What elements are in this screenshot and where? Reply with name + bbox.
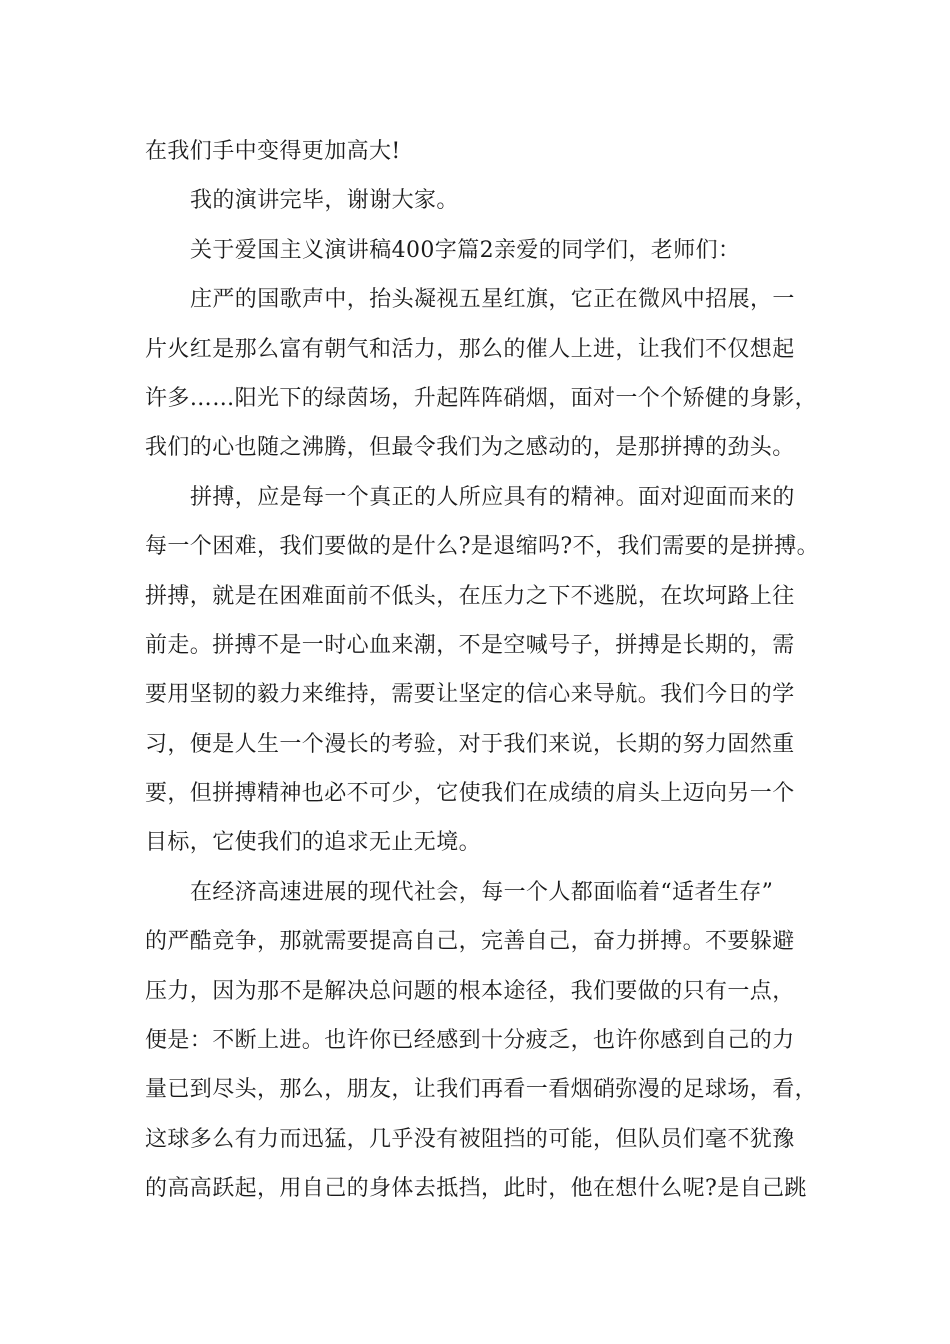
text-line: 关于爱国主义演讲稿400字篇2亲爱的同学们，老师们： [190,237,741,263]
document-body [145,127,819,1214]
text-line: 量已到尽头，那么，朋友，让我们再看一看烟硝弥漫的足球场，看， [145,1077,818,1103]
text-line: 我的演讲完毕，谢谢大家。 [190,188,459,214]
text-line: 的严酷竞争，那就需要提高自己，完善自己，奋力拼搏。不要躲避 [145,929,795,955]
text-line: 这球多么有力而迅猛，几乎没有被阻挡的可能，但队员们毫不犹豫 [145,1126,795,1152]
text-line: 便是：不断上进。也许你已经感到十分疲乏，也许你感到自己的力 [145,1028,795,1054]
text-line: 拼搏，应是每一个真正的人所应具有的精神。面对迎面而来的 [190,484,795,510]
text-line: 在经济高速进展的现代社会，每一个人都面临着“适者生存” [190,879,774,905]
text-line: 拼搏，就是在困难面前不低头，在压力之下不逃脱，在坎坷路上往 [145,583,795,609]
text-line: 目标，它使我们的追求无止无境。 [145,830,482,856]
text-line: 许多……阳光下的绿茵场，升起阵阵硝烟，面对一个个矫健的身影， [145,385,818,411]
text-line: 前走。拼搏不是一时心血来潮，不是空喊号子，拼搏是长期的，需 [145,632,795,658]
text-line: 每一个困难，我们要做的是什么?是退缩吗?不，我们需要的是拼搏。 [145,534,819,560]
text-line: 要用坚韧的毅力来维持，需要让坚定的信心来导航。我们今日的学 [145,682,795,708]
text-line: 的高高跃起，用自己的身体去抵挡，此时，他在想什么呢?是自己跳 [145,1176,807,1202]
text-line: 片火红是那么富有朝气和活力，那么的催人上进，让我们不仅想起 [145,336,795,362]
text-line: 要，但拼搏精神也必不可少，它使我们在成绩的肩头上迈向另一个 [145,781,795,807]
text-line: 我们的心也随之沸腾，但最令我们为之感动的，是那拼搏的劲头。 [145,435,795,461]
text-line: 压力，因为那不是解决总问题的根本途径，我们要做的只有一点， [145,978,795,1004]
text-line: 庄严的国歌声中，抬头凝视五星红旗，它正在微风中招展，一 [190,287,795,313]
text-line: 在我们手中变得更加高大! [145,139,401,164]
text-line: 习，便是人生一个漫长的考验，对于我们来说，长期的努力固然重 [145,731,795,757]
